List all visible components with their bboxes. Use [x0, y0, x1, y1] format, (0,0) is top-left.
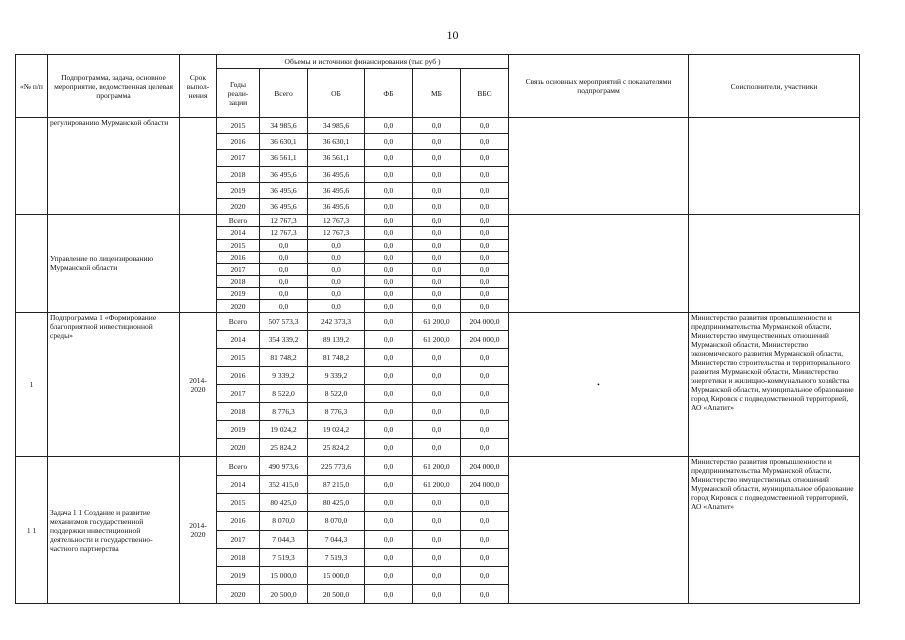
value-cell: 0,0: [461, 182, 509, 198]
row-name: Подпрограмма 1 «Формирование благоприятной инвестиционной среды»: [48, 312, 180, 457]
page-number: 10: [446, 28, 459, 42]
value-cell: 0,0: [365, 198, 413, 214]
value-cell: 12 767,3: [308, 227, 365, 239]
value-cell: 0,0: [413, 439, 461, 457]
value-cell: 0,0: [461, 385, 509, 403]
header-num: «№ п/п: [16, 55, 48, 118]
value-cell: 8 070,0: [308, 512, 365, 530]
value-cell: 0,0: [365, 385, 413, 403]
value-cell: 0,0: [413, 227, 461, 239]
value-cell: 0,0: [461, 134, 509, 150]
year-cell: 2019: [217, 567, 260, 585]
link-cell: [509, 215, 689, 313]
value-cell: 36 495,6: [308, 182, 365, 198]
header-program: Подпрограмма, задача, основное мероприятие, ведомственная целевая программа: [48, 55, 180, 118]
value-cell: 61 200,0: [413, 475, 461, 493]
year-cell: 2017: [217, 385, 260, 403]
value-cell: 0,0: [365, 421, 413, 439]
value-cell: 0,0: [461, 421, 509, 439]
value-cell: 225 773,6: [308, 457, 365, 475]
year-cell: 2015: [217, 348, 260, 366]
value-cell: 0,0: [308, 239, 365, 251]
value-cell: 36 561,1: [260, 150, 308, 166]
year-cell: 2016: [217, 512, 260, 530]
header-fb: ФБ: [365, 69, 413, 118]
value-cell: 0,0: [365, 366, 413, 384]
year-cell: 2016: [217, 366, 260, 384]
value-cell: 0,0: [461, 439, 509, 457]
year-cell: 2017: [217, 263, 260, 275]
value-cell: 0,0: [308, 251, 365, 263]
value-cell: 0,0: [413, 251, 461, 263]
value-cell: 0,0: [413, 493, 461, 511]
table-row: [16, 118, 860, 134]
value-cell: 19 024,2: [308, 421, 365, 439]
value-cell: 0,0: [413, 215, 461, 227]
value-cell: 34 985,6: [308, 118, 365, 134]
value-cell: 0,0: [461, 263, 509, 275]
value-cell: 36 495,6: [260, 166, 308, 182]
header-years: Годы реали-зации: [217, 69, 260, 118]
year-cell: 2019: [217, 421, 260, 439]
value-cell: 15 000,0: [308, 567, 365, 585]
value-cell: 87 215,0: [308, 475, 365, 493]
value-cell: 89 139,2: [308, 330, 365, 348]
value-cell: 0,0: [260, 263, 308, 275]
value-cell: 0,0: [365, 182, 413, 198]
year-cell: 2017: [217, 150, 260, 166]
value-cell: 0,0: [365, 263, 413, 275]
value-cell: 0,0: [461, 300, 509, 312]
value-cell: 0,0: [461, 567, 509, 585]
value-cell: 0,0: [413, 263, 461, 275]
value-cell: 0,0: [413, 366, 461, 384]
value-cell: 0,0: [413, 530, 461, 548]
value-cell: 0,0: [365, 118, 413, 134]
value-cell: 0,0: [461, 251, 509, 263]
value-cell: 81 748,2: [308, 348, 365, 366]
year-cell: 2018: [217, 548, 260, 566]
value-cell: 36 630,1: [308, 134, 365, 150]
header-ob: ОБ: [308, 69, 365, 118]
value-cell: 0,0: [461, 215, 509, 227]
value-cell: 0,0: [413, 150, 461, 166]
value-cell: 204 000,0: [461, 457, 509, 475]
value-cell: 0,0: [413, 239, 461, 251]
value-cell: 0,0: [365, 548, 413, 566]
value-cell: 0,0: [461, 403, 509, 421]
value-cell: 0,0: [365, 276, 413, 288]
year-cell: 2014: [217, 475, 260, 493]
year-cell: 2014: [217, 330, 260, 348]
value-cell: 0,0: [308, 300, 365, 312]
value-cell: 34 985,6: [260, 118, 308, 134]
row-number: 1: [16, 312, 48, 457]
value-cell: 0,0: [413, 348, 461, 366]
value-cell: 0,0: [413, 134, 461, 150]
value-cell: 36 561,1: [308, 150, 365, 166]
year-cell: 2016: [217, 134, 260, 150]
value-cell: 0,0: [413, 548, 461, 566]
year-cell: 2018: [217, 403, 260, 421]
year-cell: 2018: [217, 166, 260, 182]
value-cell: 354 339,2: [260, 330, 308, 348]
value-cell: 0,0: [461, 239, 509, 251]
value-cell: 15 000,0: [260, 567, 308, 585]
year-cell: 2020: [217, 300, 260, 312]
value-cell: 0,0: [461, 288, 509, 300]
value-cell: 0,0: [461, 198, 509, 214]
row-term: 2014-2020: [180, 457, 217, 603]
value-cell: 507 573,3: [260, 312, 308, 330]
year-cell: 2017: [217, 530, 260, 548]
value-cell: 490 973,6: [260, 457, 308, 475]
row-name: регулированию Мурманской области: [48, 118, 180, 215]
value-cell: 0,0: [461, 530, 509, 548]
row-term: [180, 118, 217, 215]
value-cell: 0,0: [308, 276, 365, 288]
value-cell: 0,0: [365, 439, 413, 457]
coexec-cell: Министерство развития промышленности и предпринимательства Мурманской области, Министерство имущественных отношений Мурманской области, муниципальное образование город Кировск с подведомственной территорией, АО «Апатит»: [689, 457, 860, 603]
value-cell: 0,0: [365, 312, 413, 330]
coexec-cell: [689, 118, 860, 215]
value-cell: 0,0: [260, 300, 308, 312]
value-cell: 0,0: [413, 385, 461, 403]
value-cell: 80 425,0: [308, 493, 365, 511]
financing-table: [15, 54, 860, 604]
year-cell: 2019: [217, 288, 260, 300]
header-total: Всего: [260, 69, 308, 118]
coexec-cell: Министерство развития промышленности и предпринимательства Мурманской области, Министерство имущественных отношений Мурманской области, Министерство экономического развития Мурманской области, Министерство строительства и территориального развития Мурманской области, Министерство энергетики и жилищно-коммунального хозяйства Мурманской области, муниципальное образование город Кировск с подведомственной территорией, АО «Апатит»: [689, 312, 860, 457]
value-cell: 0,0: [413, 118, 461, 134]
value-cell: 20 500,0: [260, 585, 308, 603]
value-cell: 0,0: [260, 276, 308, 288]
value-cell: 204 000,0: [461, 475, 509, 493]
value-cell: 0,0: [413, 512, 461, 530]
value-cell: 352 415,0: [260, 475, 308, 493]
value-cell: 0,0: [365, 288, 413, 300]
value-cell: 204 000,0: [461, 312, 509, 330]
year-cell: 2020: [217, 439, 260, 457]
year-cell: Всего: [217, 312, 260, 330]
value-cell: 0,0: [413, 198, 461, 214]
value-cell: 0,0: [365, 251, 413, 263]
value-cell: 7 044,3: [260, 530, 308, 548]
value-cell: 0,0: [365, 239, 413, 251]
table-row: [16, 312, 860, 330]
value-cell: 0,0: [260, 288, 308, 300]
year-cell: 2015: [217, 239, 260, 251]
row-number: [16, 215, 48, 313]
value-cell: 36 630,1: [260, 134, 308, 150]
value-cell: 7 519,3: [260, 548, 308, 566]
value-cell: 61 200,0: [413, 330, 461, 348]
value-cell: 0,0: [461, 548, 509, 566]
year-cell: 2020: [217, 585, 260, 603]
header-mb: МБ: [413, 69, 461, 118]
value-cell: 0,0: [365, 300, 413, 312]
value-cell: 0,0: [365, 166, 413, 182]
value-cell: 12 767,3: [260, 215, 308, 227]
value-cell: 0,0: [365, 215, 413, 227]
value-cell: 36 495,6: [308, 166, 365, 182]
value-cell: 12 767,3: [260, 227, 308, 239]
value-cell: 0,0: [308, 288, 365, 300]
value-cell: 0,0: [365, 227, 413, 239]
link-cell: [509, 118, 689, 215]
value-cell: 0,0: [413, 300, 461, 312]
value-cell: 0,0: [365, 475, 413, 493]
value-cell: 0,0: [365, 585, 413, 603]
value-cell: 9 339,2: [260, 366, 308, 384]
row-number: [16, 118, 48, 215]
value-cell: 0,0: [461, 118, 509, 134]
value-cell: 0,0: [365, 567, 413, 585]
header-vbs: ВБС: [461, 69, 509, 118]
value-cell: 0,0: [413, 421, 461, 439]
value-cell: 25 824,2: [260, 439, 308, 457]
link-cell: [509, 457, 689, 603]
value-cell: 7 044,3: [308, 530, 365, 548]
value-cell: 0,0: [461, 585, 509, 603]
value-cell: 0,0: [365, 493, 413, 511]
year-cell: 2014: [217, 227, 260, 239]
value-cell: 0,0: [413, 182, 461, 198]
value-cell: 80 425,0: [260, 493, 308, 511]
value-cell: 7 519,3: [308, 548, 365, 566]
value-cell: 0,0: [365, 530, 413, 548]
year-cell: Всего: [217, 457, 260, 475]
value-cell: 8 776,3: [308, 403, 365, 421]
value-cell: 0,0: [461, 512, 509, 530]
year-cell: 2019: [217, 182, 260, 198]
year-cell: 2015: [217, 118, 260, 134]
value-cell: 8 522,0: [308, 385, 365, 403]
value-cell: 8 070,0: [260, 512, 308, 530]
header-coexec: Соисполнители, участники: [689, 55, 860, 118]
value-cell: 204 000,0: [461, 330, 509, 348]
coexec-cell: [689, 215, 860, 313]
value-cell: 0,0: [308, 263, 365, 275]
value-cell: 0,0: [413, 403, 461, 421]
value-cell: 0,0: [461, 493, 509, 511]
value-cell: 81 748,2: [260, 348, 308, 366]
value-cell: 0,0: [461, 227, 509, 239]
value-cell: 0,0: [260, 239, 308, 251]
value-cell: 19 024,2: [260, 421, 308, 439]
value-cell: 0,0: [260, 251, 308, 263]
value-cell: 9 339,2: [308, 366, 365, 384]
value-cell: 0,0: [413, 567, 461, 585]
row-name: Задача 1 1 Создание и развитие механизмов государственной поддержки инвестиционной деятельности и государственно-частного партнерства: [48, 457, 180, 603]
value-cell: 8 522,0: [260, 385, 308, 403]
value-cell: 0,0: [365, 457, 413, 475]
year-cell: 2016: [217, 251, 260, 263]
value-cell: 36 495,6: [308, 198, 365, 214]
value-cell: 0,0: [365, 403, 413, 421]
value-cell: 0,0: [413, 166, 461, 182]
header-term: Срок выпол-нения: [180, 55, 217, 118]
value-cell: 0,0: [461, 150, 509, 166]
value-cell: 36 495,6: [260, 182, 308, 198]
value-cell: 0,0: [461, 276, 509, 288]
value-cell: 0,0: [461, 348, 509, 366]
value-cell: 0,0: [365, 330, 413, 348]
value-cell: 8 776,3: [260, 403, 308, 421]
value-cell: 0,0: [413, 288, 461, 300]
header-link: Связь основных мероприятий с показателями подпрограмм: [509, 55, 689, 118]
value-cell: 20 500,0: [308, 585, 365, 603]
year-cell: Всего: [217, 215, 260, 227]
year-cell: 2018: [217, 276, 260, 288]
row-name: Управление по лицензированию Мурманской области: [48, 215, 180, 313]
row-term: 2014-2020: [180, 312, 217, 457]
value-cell: 242 373,3: [308, 312, 365, 330]
value-cell: 25 824,2: [308, 439, 365, 457]
value-cell: 0,0: [461, 366, 509, 384]
year-cell: 2020: [217, 198, 260, 214]
value-cell: 12 767,3: [308, 215, 365, 227]
table-row: [16, 215, 860, 227]
value-cell: 0,0: [365, 512, 413, 530]
value-cell: 0,0: [461, 166, 509, 182]
value-cell: 61 200,0: [413, 312, 461, 330]
value-cell: 0,0: [413, 276, 461, 288]
year-cell: 2015: [217, 493, 260, 511]
value-cell: 36 495,6: [260, 198, 308, 214]
value-cell: 0,0: [413, 585, 461, 603]
value-cell: 0,0: [365, 348, 413, 366]
table-row: [16, 457, 860, 475]
link-cell: •: [509, 312, 689, 457]
row-number: 1 1: [16, 457, 48, 603]
value-cell: 0,0: [365, 150, 413, 166]
value-cell: 61 200,0: [413, 457, 461, 475]
row-term: [180, 215, 217, 313]
header-funding: Объемы и источники финансирования (тыс руб ): [217, 55, 509, 69]
value-cell: 0,0: [365, 134, 413, 150]
